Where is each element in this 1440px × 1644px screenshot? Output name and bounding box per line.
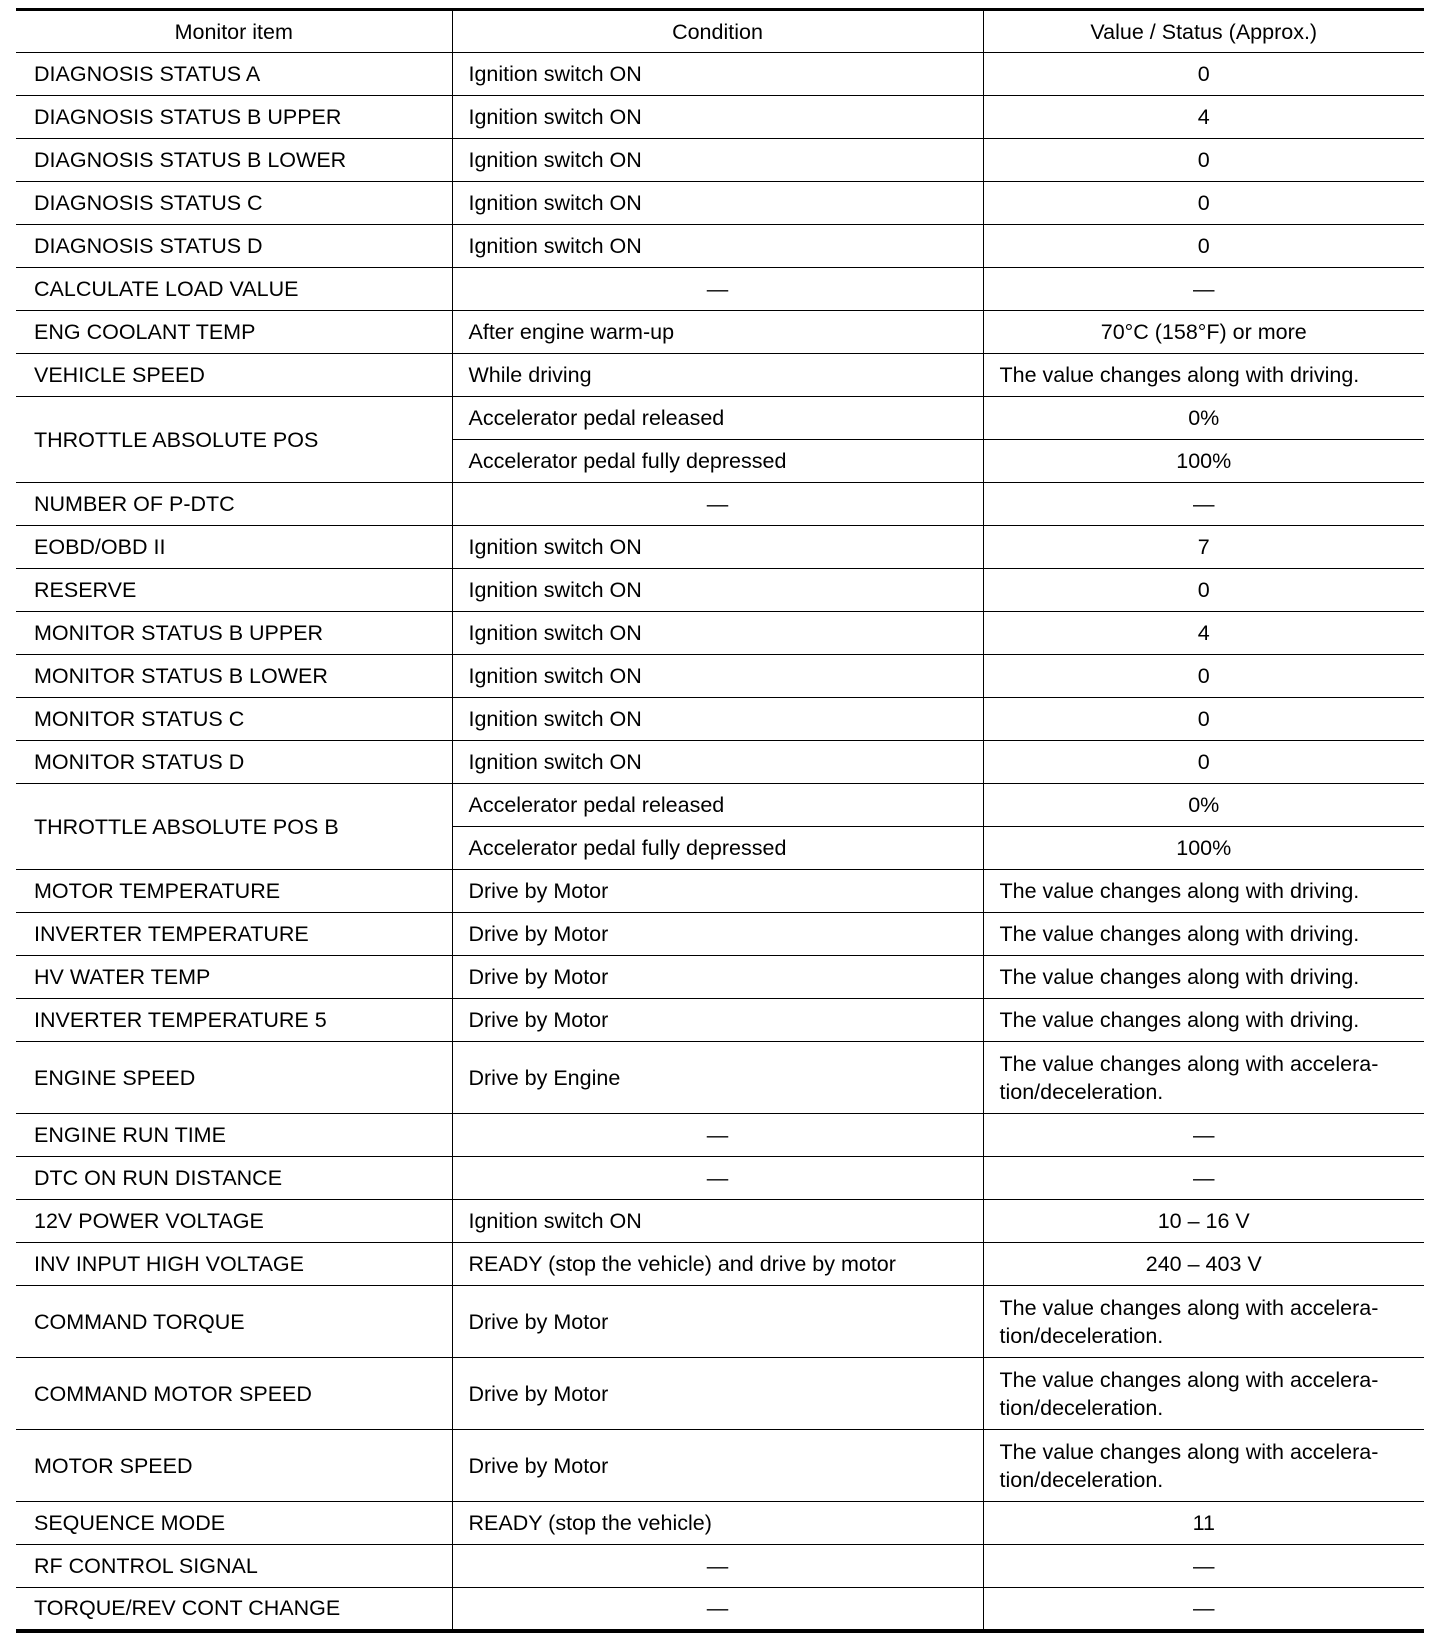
value-status-cell: 0 bbox=[983, 53, 1424, 96]
condition-cell: Ignition switch ON bbox=[452, 225, 983, 268]
value-status-cell: 0 bbox=[983, 655, 1424, 698]
monitor-item-cell: DTC ON RUN DISTANCE bbox=[16, 1157, 452, 1200]
monitor-item-cell: DIAGNOSIS STATUS A bbox=[16, 53, 452, 96]
condition-cell: — bbox=[452, 1114, 983, 1157]
condition-cell: Ignition switch ON bbox=[452, 182, 983, 225]
condition-cell: While driving bbox=[452, 354, 983, 397]
condition-cell: Accelerator pedal released bbox=[452, 784, 983, 827]
condition-cell: Ignition switch ON bbox=[452, 96, 983, 139]
condition-cell: — bbox=[452, 1545, 983, 1588]
monitor-item-cell: ENGINE RUN TIME bbox=[16, 1114, 452, 1157]
monitor-item-cell: 12V POWER VOLTAGE bbox=[16, 1200, 452, 1243]
table-row bbox=[16, 225, 1424, 268]
monitor-item-cell: INVERTER TEMPERATURE bbox=[16, 913, 452, 956]
table-row bbox=[16, 1502, 1424, 1545]
condition-cell: Accelerator pedal fully depressed bbox=[452, 440, 983, 483]
value-status-cell: 4 bbox=[983, 612, 1424, 655]
monitor-item-cell: RESERVE bbox=[16, 569, 452, 612]
value-status-cell: 100% bbox=[983, 440, 1424, 483]
monitor-item-cell: MONITOR STATUS B UPPER bbox=[16, 612, 452, 655]
condition-cell: Accelerator pedal released bbox=[452, 397, 983, 440]
condition-cell: Drive by Motor bbox=[452, 999, 983, 1042]
monitor-item-cell: MONITOR STATUS C bbox=[16, 698, 452, 741]
condition-cell: Ignition switch ON bbox=[452, 741, 983, 784]
condition-cell: — bbox=[452, 483, 983, 526]
monitor-item-cell: THROTTLE ABSOLUTE POS B bbox=[16, 784, 452, 870]
table-row bbox=[16, 96, 1424, 139]
table-row bbox=[16, 354, 1424, 397]
condition-cell: Ignition switch ON bbox=[452, 139, 983, 182]
monitor-item-cell: MONITOR STATUS B LOWER bbox=[16, 655, 452, 698]
value-status-cell: 0 bbox=[983, 139, 1424, 182]
value-status-cell: — bbox=[983, 1157, 1424, 1200]
table-row bbox=[16, 139, 1424, 182]
value-status-cell: — bbox=[983, 1114, 1424, 1157]
condition-cell: Ignition switch ON bbox=[452, 53, 983, 96]
value-status-cell: 0 bbox=[983, 569, 1424, 612]
value-status-cell: — bbox=[983, 1545, 1424, 1588]
condition-cell: Drive by Motor bbox=[452, 1286, 983, 1358]
value-status-cell: The value changes along with accelera- tion/deceleration. bbox=[983, 1358, 1424, 1430]
monitor-item-cell: ENG COOLANT TEMP bbox=[16, 311, 452, 354]
monitor-item-cell: INV INPUT HIGH VOLTAGE bbox=[16, 1243, 452, 1286]
value-status-cell: The value changes along with driving. bbox=[983, 913, 1424, 956]
monitor-item-cell: DIAGNOSIS STATUS D bbox=[16, 225, 452, 268]
table-row bbox=[16, 741, 1424, 784]
monitor-item-cell: INVERTER TEMPERATURE 5 bbox=[16, 999, 452, 1042]
monitor-item-cell: DIAGNOSIS STATUS C bbox=[16, 182, 452, 225]
monitor-item-cell: RF CONTROL SIGNAL bbox=[16, 1545, 452, 1588]
value-status-cell: The value changes along with driving. bbox=[983, 354, 1424, 397]
table-body bbox=[16, 53, 1424, 1631]
condition-cell: READY (stop the vehicle) bbox=[452, 1502, 983, 1545]
table-row bbox=[16, 311, 1424, 354]
condition-cell: — bbox=[452, 268, 983, 311]
value-status-cell: The value changes along with driving. bbox=[983, 999, 1424, 1042]
monitor-item-cell: SEQUENCE MODE bbox=[16, 1502, 452, 1545]
value-status-cell: 0 bbox=[983, 182, 1424, 225]
value-status-cell: — bbox=[983, 268, 1424, 311]
condition-cell: Ignition switch ON bbox=[452, 569, 983, 612]
value-status-cell: 240 – 403 V bbox=[983, 1243, 1424, 1286]
condition-cell: Drive by Motor bbox=[452, 870, 983, 913]
monitor-item-cell: DIAGNOSIS STATUS B UPPER bbox=[16, 96, 452, 139]
table-row bbox=[16, 870, 1424, 913]
condition-cell: Drive by Motor bbox=[452, 1358, 983, 1430]
condition-cell: Drive by Engine bbox=[452, 1042, 983, 1114]
table-row bbox=[16, 1200, 1424, 1243]
table-row bbox=[16, 1157, 1424, 1200]
table-row bbox=[16, 698, 1424, 741]
monitor-item-cell: COMMAND TORQUE bbox=[16, 1286, 452, 1358]
monitor-item-cell: MONITOR STATUS D bbox=[16, 741, 452, 784]
condition-cell: READY (stop the vehicle) and drive by motor bbox=[452, 1243, 983, 1286]
condition-cell: — bbox=[452, 1157, 983, 1200]
table-row bbox=[16, 569, 1424, 612]
table-row bbox=[16, 1358, 1424, 1430]
value-status-cell: 0% bbox=[983, 784, 1424, 827]
condition-cell: Ignition switch ON bbox=[452, 612, 983, 655]
table-row bbox=[16, 182, 1424, 225]
table-row bbox=[16, 268, 1424, 311]
value-status-cell: 11 bbox=[983, 1502, 1424, 1545]
table-row bbox=[16, 1042, 1424, 1114]
header-value-status: Value / Status (Approx.) bbox=[983, 10, 1424, 53]
value-status-cell: 0% bbox=[983, 397, 1424, 440]
condition-cell: Drive by Motor bbox=[452, 913, 983, 956]
header-row bbox=[16, 10, 1424, 53]
table-row bbox=[16, 1545, 1424, 1588]
monitor-item-cell: MOTOR TEMPERATURE bbox=[16, 870, 452, 913]
condition-cell: Ignition switch ON bbox=[452, 698, 983, 741]
monitor-item-table bbox=[16, 8, 1424, 1633]
table-row bbox=[16, 1430, 1424, 1502]
table-row bbox=[16, 913, 1424, 956]
table-row bbox=[16, 526, 1424, 569]
value-status-cell: The value changes along with accelera- tion/deceleration. bbox=[983, 1286, 1424, 1358]
condition-cell: Ignition switch ON bbox=[452, 1200, 983, 1243]
value-status-cell: The value changes along with driving. bbox=[983, 870, 1424, 913]
condition-cell: After engine warm-up bbox=[452, 311, 983, 354]
value-status-cell: 0 bbox=[983, 225, 1424, 268]
value-status-cell: The value changes along with accelera- tion/deceleration. bbox=[983, 1042, 1424, 1114]
monitor-item-cell: TORQUE/REV CONT CHANGE bbox=[16, 1588, 452, 1631]
monitor-item-cell: CALCULATE LOAD VALUE bbox=[16, 268, 452, 311]
table-row bbox=[16, 483, 1424, 526]
condition-cell: Ignition switch ON bbox=[452, 526, 983, 569]
condition-cell: Ignition switch ON bbox=[452, 655, 983, 698]
table-row bbox=[16, 1114, 1424, 1157]
monitor-item-cell: HV WATER TEMP bbox=[16, 956, 452, 999]
monitor-item-cell: DIAGNOSIS STATUS B LOWER bbox=[16, 139, 452, 182]
monitor-item-cell: THROTTLE ABSOLUTE POS bbox=[16, 397, 452, 483]
value-status-cell: 0 bbox=[983, 741, 1424, 784]
value-status-cell: 7 bbox=[983, 526, 1424, 569]
monitor-item-cell: MOTOR SPEED bbox=[16, 1430, 452, 1502]
value-status-cell: The value changes along with driving. bbox=[983, 956, 1424, 999]
table-row bbox=[16, 612, 1424, 655]
header-monitor-item: Monitor item bbox=[16, 10, 452, 53]
condition-cell: Drive by Motor bbox=[452, 1430, 983, 1502]
table-row bbox=[16, 999, 1424, 1042]
table-row bbox=[16, 1588, 1424, 1631]
table-row bbox=[16, 53, 1424, 96]
value-status-cell: — bbox=[983, 1588, 1424, 1631]
monitor-item-cell: NUMBER OF P-DTC bbox=[16, 483, 452, 526]
value-status-cell: 4 bbox=[983, 96, 1424, 139]
value-status-cell: 70°C (158°F) or more bbox=[983, 311, 1424, 354]
table-row bbox=[16, 655, 1424, 698]
monitor-item-cell: EOBD/OBD II bbox=[16, 526, 452, 569]
monitor-item-cell: ENGINE SPEED bbox=[16, 1042, 452, 1114]
value-status-cell: 0 bbox=[983, 698, 1424, 741]
monitor-item-cell: VEHICLE SPEED bbox=[16, 354, 452, 397]
monitor-item-cell: COMMAND MOTOR SPEED bbox=[16, 1358, 452, 1430]
value-status-cell: 100% bbox=[983, 827, 1424, 870]
condition-cell: — bbox=[452, 1588, 983, 1631]
condition-cell: Accelerator pedal fully depressed bbox=[452, 827, 983, 870]
value-status-cell: 10 – 16 V bbox=[983, 1200, 1424, 1243]
condition-cell: Drive by Motor bbox=[452, 956, 983, 999]
table-row bbox=[16, 1243, 1424, 1286]
table-row bbox=[16, 1286, 1424, 1358]
value-status-cell: The value changes along with accelera- tion/deceleration. bbox=[983, 1430, 1424, 1502]
value-status-cell: — bbox=[983, 483, 1424, 526]
table-row bbox=[16, 956, 1424, 999]
table-row bbox=[16, 397, 1424, 440]
header-condition: Condition bbox=[452, 10, 983, 53]
table-row bbox=[16, 784, 1424, 827]
